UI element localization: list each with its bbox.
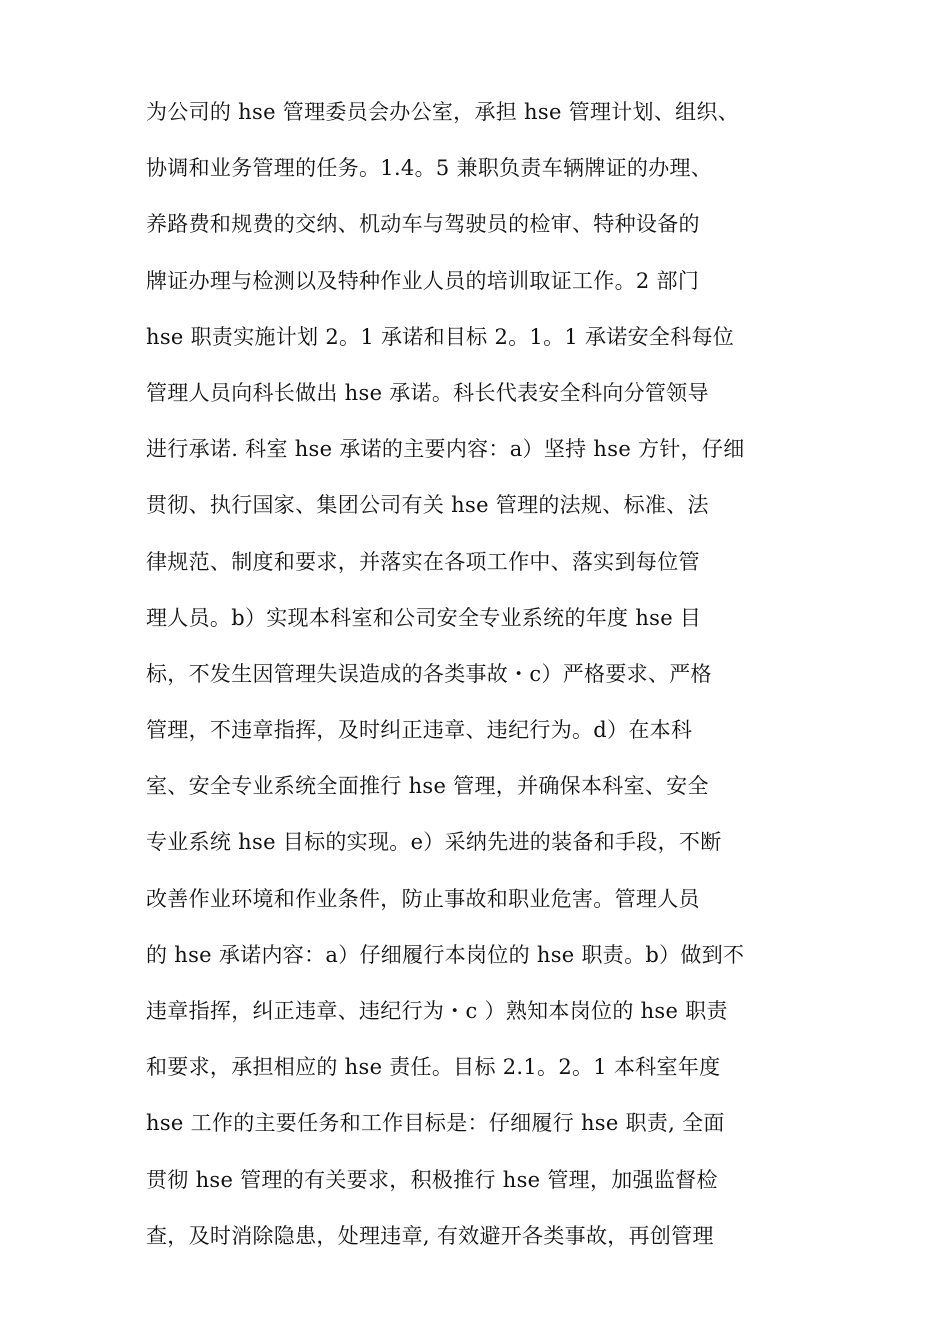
text-line: 查，及时消除隐患，处理违章, 有效避开各类事故，再创管理 <box>146 1223 714 1248</box>
text-line: 专业系统 hse 目标的实现。e）采纳先进的装备和手段，不断 <box>146 830 722 855</box>
text-line: 进行承诺. 科室 hse 承诺的主要内容：a）坚持 hse 方针，仔细 <box>146 437 745 462</box>
text-line: 标，不发生因管理失误造成的各类事故・c）严格要求、严格 <box>146 661 712 686</box>
text-line: hse 工作的主要任务和工作目标是：仔细履行 hse 职责, 全面 <box>146 1111 725 1136</box>
text-line: 协调和业务管理的任务。1.4。5 兼职负责车辆牌证的办理、 <box>146 156 713 181</box>
text-line: 室、安全专业系统全面推行 hse 管理，并确保本科室、安全 <box>146 774 709 799</box>
text-line: 违章指挥，纠正违章、违纪行为・c ）熟知本岗位的 hse 职责 <box>146 999 728 1023</box>
text-line: 和要求，承担相应的 hse 责任。目标 2.1。2。1 本科室年度 <box>146 1055 721 1080</box>
text-line: 的 hse 承诺内容：a）仔细履行本岗位的 hse 职责。b）做到不 <box>146 942 745 967</box>
text-line: 养路费和规费的交纳、机动车与驾驶员的检审、特种设备的 <box>146 212 700 237</box>
text-line: 贯彻、执行国家、集团公司有关 hse 管理的法规、标准、法 <box>146 493 709 518</box>
text-line: 贯彻 hse 管理的有关要求，积极推行 hse 管理，加强监督检 <box>146 1167 718 1192</box>
text-line: 律规范、制度和要求，并落实在各项工作中、落实到每位管 <box>146 549 700 574</box>
text-line: hse 职责实施计划 2。1 承诺和目标 2。1。1 承诺安全科每位 <box>146 324 735 349</box>
body-text <box>146 84 806 1264</box>
text-line: 管理人员向科长做出 hse 承诺。科长代表安全科向分管领导 <box>146 380 709 405</box>
text-line: 改善作业环境和作业条件，防止事故和职业危害。管理人员 <box>146 886 700 911</box>
text-line: 理人员。b）实现本科室和公司安全专业系统的年度 hse 目 <box>146 605 702 630</box>
text-line: 牌证办理与检测以及特种作业人员的培训取证工作。2 部门 <box>146 268 700 293</box>
text-line: 管理，不违章指挥，及时纠正违章、违纪行为。d）在本科 <box>146 718 693 743</box>
text-line: 为公司的 hse 管理委员会办公室，承担 hse 管理计划、组织、 <box>146 100 740 124</box>
